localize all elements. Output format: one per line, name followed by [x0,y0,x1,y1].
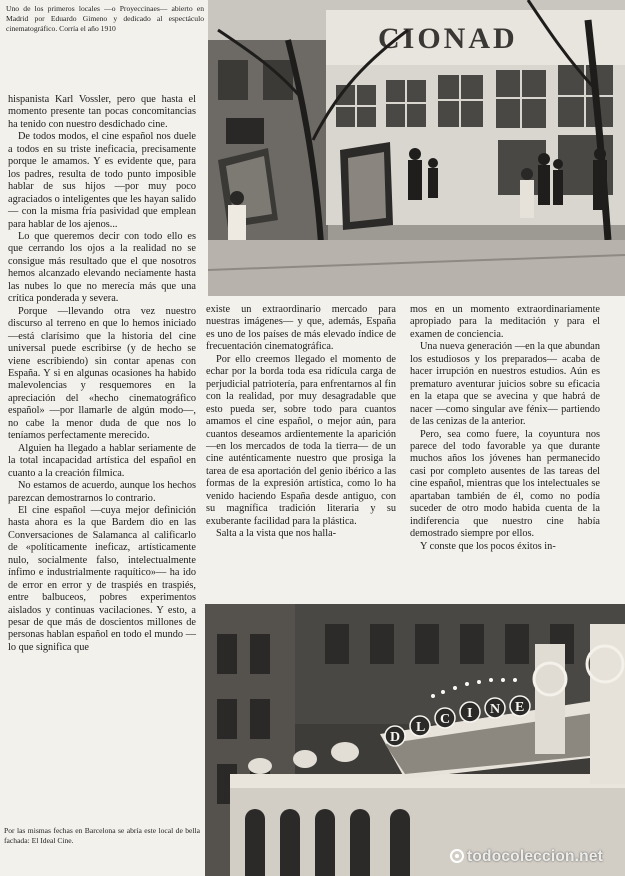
paragraph: No estamos de acuerdo, aunque los hechos parezcan demostrarnos lo contrario. [8,480,196,504]
paragraph: Porque —llevando otra vez nuestro discurso al terreno en que lo hemos iniciado —está clarísimo que la historia del cine universal puede escribirse (y de hecho se viene escribiendo) sin contar apenas con España. Y si en algunas ocasiones ha habido malevolencias y resquemores en la apreciación del «hecho cinematográfico español» —por llamarle de algún modo—, no cabe la menor duda de que nos lo teníamos perfectamente merecido. [8,305,196,442]
paragraph: hispanista Karl Vossler, pero que hasta el momento presente tan pocas concomitancias ha tenido con nuestro desdichado cine. [8,94,196,130]
paragraph: Lo que queremos decir con todo ello es que cerrando los ojos a la realidad no se consigue más resultado que el que nosotros hemos alcanzado elevando neciamente hasta las nubes lo que no merecía más que una crítica ponderada y severa. [8,230,196,305]
sign-letter: I [467,706,473,721]
caption-bottom: Por las mismas fechas en Barcelona se abría este local de bella fachada: El Ideal Cine. [4,826,200,845]
sign-letter: L [416,720,426,735]
column-3 [410,304,600,553]
paragraph: El cine español —cuya mejor definición hasta ahora es la que Bardem dio en las Conversaciones de Salamanca al calificarlo de «políticamente ineficaz, artísticamente nulo, socialmente falso, intelectualmente ínfimo e industrialmente raquítico»— ha ido de error en error y de traspiés en traspiés, entre balbuceos, pobres experimentos aislados y continuas vacilaciones. Y esto, a pesar de que más de doscientos millones de personas hablan español en todo el mundo —lo que significa que [8,504,196,653]
watermark-text: todocoleccion.net [467,848,604,865]
column-1 [8,94,196,654]
paragraph: Y conste que los pocos éxitos in- [420,540,556,552]
paragraph: Salta a la vista que nos halla- [216,528,337,540]
column-2 [206,304,396,541]
paragraph: Alguien ha llegado a hablar seriamente de la total incapacidad artística del español en cuanto a la creación fílmica. [8,442,196,479]
paragraph: Pero, sea como fuere, la coyuntura nos parece del todo favorable ya que durante muchos años los jóvenes han permanecido casi por completo ausentes de las tareas del cine español, mientras que los intelectuales se apartaban también de él, como no podía suceder de otro modo habida cuenta de la indiferencia que nuestro cine había demostrado siempre por ellos. [410,428,600,540]
paragraph: Una nueva generación —en la que abundan los estudiosos y los preparados— acaba de hacer irrupción en nuestros estudios. Aún es prematuro aventurar juicios sobre su eficacia en la etapa que se avecina y que habrá de nacer —como singular ave fénix— partiendo de las cenizas de la anterior. [410,341,600,428]
cinema-sign-text: CIONAD [378,22,518,55]
sign-letter: E [515,700,525,715]
paragraph: existe un extraordinario mercado para nuestras imágenes— y que, además, España es uno de los países de más elevado índice de frecuentación cinematográfica. [206,304,396,353]
watermark [450,848,603,866]
paragraph: Por ello creemos llegado el momento de echar por la borda toda esa ridícula carga de perjudicial patriotería, para enfrentarnos al fin con la realidad, por muy desagradable que esto pueda ser, sobre todo para cuantos amamos el cine español, o mejor aún, para cuantos deseamos ardientemente la aparición —en los mercados de toda la tierra— de un cine auténticamente nuestro que prosiga la tarea de esa aportación del genio ibérico a las formas de la expresión artística, como lo ha venido haciendo España desde antiguo, con su magnífica tradición literaria y su exuberante facilidad para la plástica. [206,353,396,527]
paragraph: De todos modos, el cine español nos duele a todos en su triste ineficacia, precisamente porque le amamos. Y es evidente que, para los padres, resulta de todo punto imposible hablar de sus hijos —por muy poco agraciados o inteligentes que les hayan salido— con la misma fría pasividad que emplean para hablar de los ajenos... [8,131,196,230]
sign-letter: D [390,730,401,745]
sign-letter: C [440,712,451,727]
caption-top: Uno de los primeros locales —o Proyeccinaes— abierto en Madrid por Eduardo Gimeno y dedicado al espectáculo cinematográfico. Corría el año 1910 [6,4,204,33]
sign-letter: N [490,702,501,717]
photo-ideal-cine [205,604,625,876]
paragraph: mos en un momento extraordinariamente apropiado para la meditación y para el examen de conciencia. [410,304,600,340]
photo-madrid-cinema [208,0,625,296]
watermark-logo-icon [450,849,464,863]
